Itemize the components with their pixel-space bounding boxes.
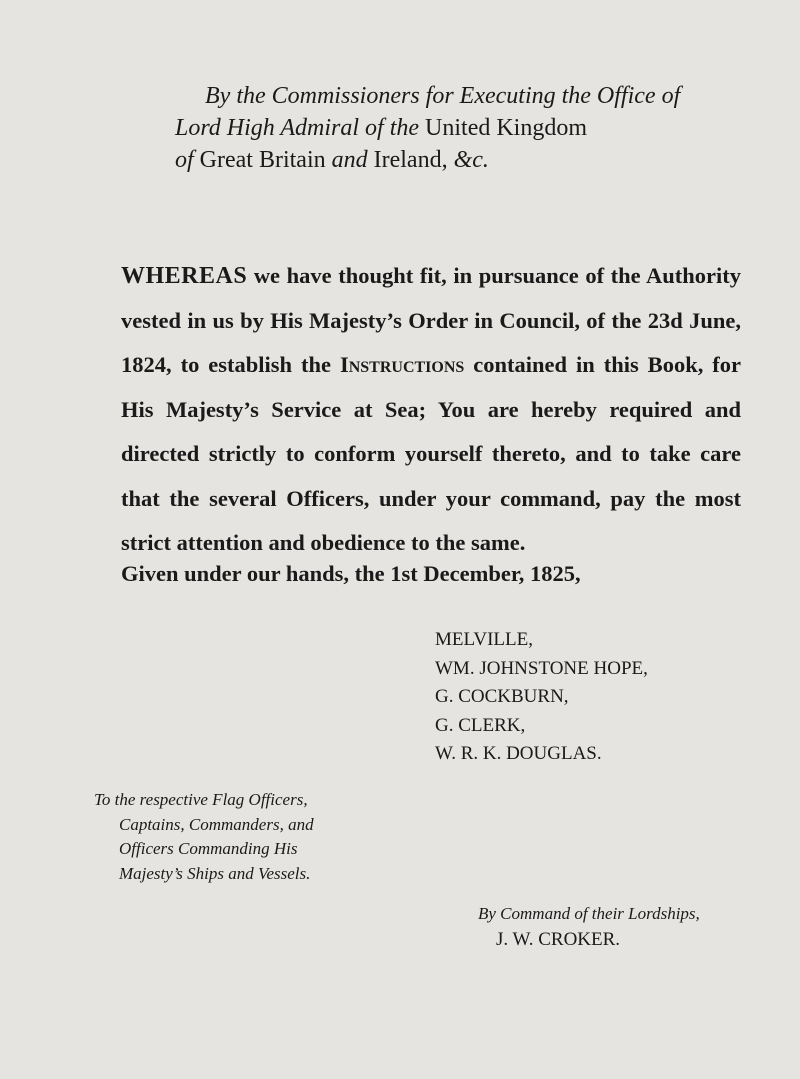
heading-lord-high-admiral: Lord High Admiral of the <box>175 115 420 141</box>
heading-line-3 <box>175 144 745 176</box>
signatory: WM. JOHNSTONE HOPE, <box>435 657 648 679</box>
order-text-part-2: contained in this Book, for His Majesty’s Service at Sea; You are hereby required and directed strictly to conform yourself thereto, and to take care that the several Officers, under your command, pay the most strict attention and obedience to the same. <box>121 352 742 555</box>
order-text <box>121 254 741 566</box>
addressee-line: Majesty’s Ships and Vessels. <box>119 863 311 883</box>
heading-united-kingdom: United Kingdom <box>425 115 588 141</box>
given-date-line: Given under our hands, the 1st December, 1825, <box>121 561 581 586</box>
signatory: G. COCKBURN, <box>435 686 569 707</box>
heading <box>175 80 745 176</box>
heading-etc: &c. <box>453 147 489 173</box>
heading-and: and <box>331 147 368 173</box>
heading-commissioners: By the Commissioners for Executing the Office of <box>205 83 681 109</box>
heading-great-britain: Great Britain <box>199 147 326 173</box>
order-text-part-1: we have thought fit, in pursuance of the Authority vested in us by His Majesty’s Order in Council, of the 23d June, 1824, to establish the <box>121 263 742 377</box>
heading-line-2 <box>175 112 745 144</box>
signatory: G. CLERK, <box>435 714 526 736</box>
addressee-block <box>94 788 354 886</box>
addressee-line: Officers Commanding His <box>119 839 298 858</box>
signatories <box>435 626 755 769</box>
heading-of: of <box>175 147 194 173</box>
heading-line-1 <box>205 80 745 112</box>
signatory: W. R. K. DOUGLAS. <box>435 743 602 764</box>
secretary-signature: J. W. CROKER. <box>496 929 621 950</box>
heading-ireland: Ireland, <box>373 147 448 173</box>
addressee-line: To the respective Flag Officers, <box>94 790 308 809</box>
signatory: MELVILLE, <box>435 629 533 650</box>
by-command-line: By Command of their Lordships, <box>478 904 700 923</box>
whereas-word: WHEREAS <box>121 263 248 289</box>
addressee-line: Captains, Commanders, and <box>119 814 314 834</box>
instructions-word: Instructions <box>339 352 465 377</box>
